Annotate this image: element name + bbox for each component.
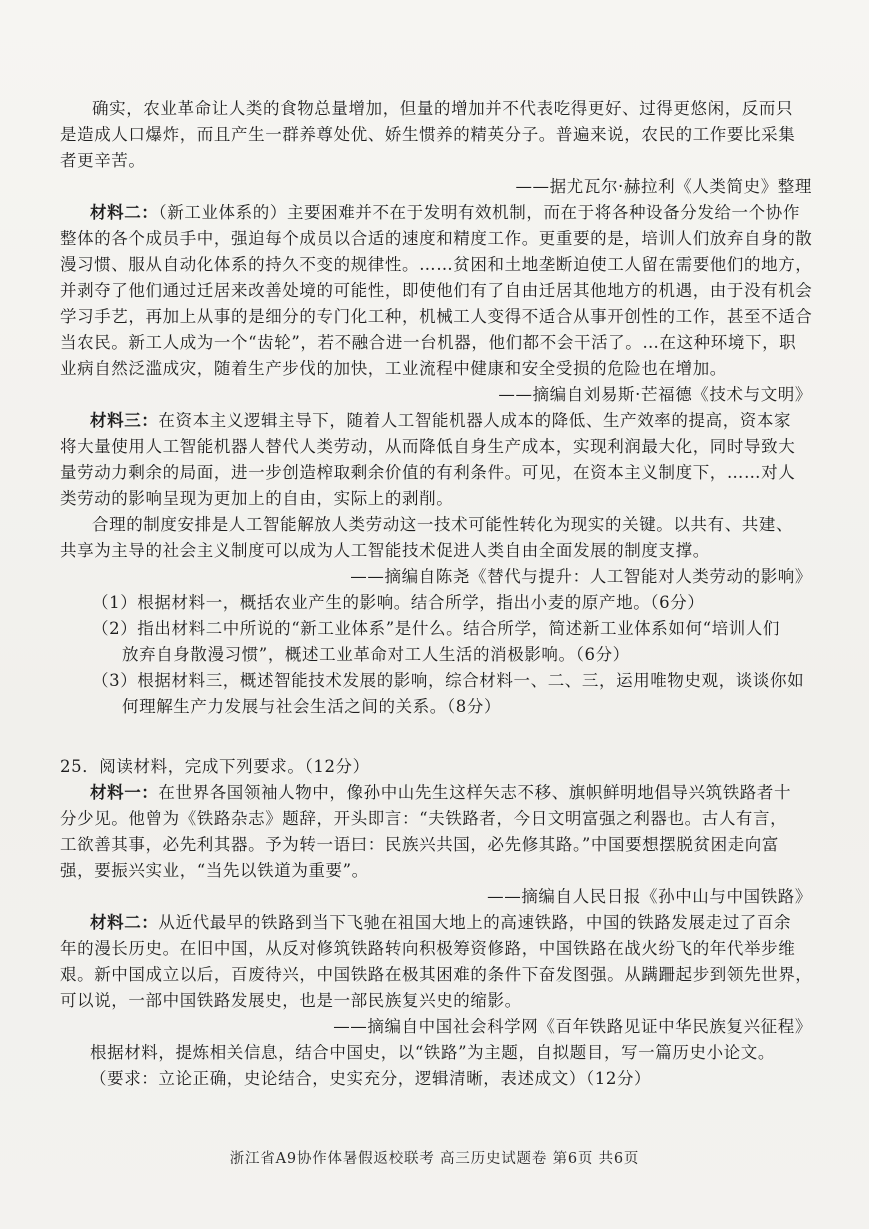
q25-material2-source: ——摘编自中国社会科学网《百年铁路见证中华民族复兴征程》: [333, 1017, 812, 1036]
question-25-heading: 25．阅读材料，完成下列要求。（12分）: [60, 757, 370, 776]
material3-line-3: 量劳动力剩余的局面，进一步创造榨取剩余价值的有利条件。可见，在资本主义制度下，……对人: [60, 463, 796, 482]
material3-para2-line-1: 合理的制度安排是人工智能解放人类劳动这一技术可能性转化为现实的关键。以共有、共建、: [92, 515, 794, 534]
material3-source: ——摘编自陈尧《替代与提升：人工智能对人类劳动的影响》: [350, 567, 812, 586]
page-footer: 浙江省A9协作体暑假返校联考 高三历史试题卷 第6页 共6页: [229, 1151, 640, 1167]
q25-material2-line-3: 艰。新中国成立以后，百废待兴，中国铁路在极其困难的条件下奋发图强。从蹒跚起步到领先世界，: [60, 965, 812, 984]
material3-line-1: [90, 409, 812, 433]
question-24-1: （1）根据材料一，概括农业产生的影响。结合所学，指出小麦的原产地。（6分）: [92, 593, 705, 612]
q25-material2-line-2: 年的漫长历史。在旧中国，从反对修筑铁路转向积极筹资修路，中国铁路在战火纷飞的年代举步维: [60, 939, 796, 958]
material3-line-2: 将大量使用人工智能机器人替代人类劳动，从而降低自身生产成本，实现利润最大化，同时导致大: [60, 437, 796, 456]
q25-task-line-1: 根据材料，提炼相关信息，结合中国史，以“铁路”为主题，自拟题目，写一篇历史小论文。: [90, 1043, 775, 1062]
material1-source: ——据尤瓦尔·赫拉利《人类简史》整理: [515, 177, 812, 196]
material3-text-1: 在资本主义逻辑主导下，随着人工智能机器人成本的降低、生产效率的提高，资本家: [158, 411, 792, 430]
q25-material1-line-4: 强，要振兴实业，“当先以铁道为重要”。: [60, 861, 369, 880]
material3-label: 材料三：: [90, 411, 159, 430]
q25-material1-source: ——摘编自人民日报《孙中山与中国铁路》: [487, 887, 812, 906]
question-24-3: （3）根据材料三，概述智能技术发展的影响，综合材料一、二、三，运用唯物史观，谈谈你如: [92, 671, 805, 690]
material2-source: ——摘编自刘易斯·芒福德《技术与文明》: [498, 385, 812, 404]
material2-line-1: [90, 201, 812, 225]
material3-para2-line-2: 共享为主导的社会主义制度可以成为人工智能技术促进人类自由全面发展的制度支撑。: [60, 541, 710, 560]
material1-line-2: 是造成人口爆炸，而且产生一群养尊处优、娇生惯养的精英分子。普遍来说，农民的工作要比采集: [60, 125, 796, 144]
question-24-2: （2）指出材料二中所说的“新工业体系”是什么。结合所学，简述新工业体系如何“培训人们: [92, 619, 781, 638]
q25-material2-label: 材料二：: [90, 913, 159, 932]
q25-material1-line-1: [90, 781, 812, 805]
material3-line-4: 类劳动的影响呈现为更加上的自由，实际上的剥削。: [60, 489, 454, 508]
material2-line-7: 业病自然泛滥成灾，随着生产步伐的加快，工业流程中健康和安全受损的危险也在增加。: [60, 359, 727, 378]
material2-line-5: 学习手艺，再加上从事的是细分的专门化工种，机械工人变得不适合从事开创性的工作，甚至不适合: [60, 307, 812, 326]
q25-material1-line-2: 分少见。他曾为《铁路杂志》题辞，开头即言：“夫铁路者，今日文明富强之利器也。古人有言，: [60, 809, 788, 828]
material2-line-3: 漫习惯、服从自动化体系的持久不变的规律性。……贫困和土地垄断迫使工人留在需要他们的地方，: [60, 255, 812, 274]
q25-material1-line-3: 工欲善其事，必先利其器。予为转一语曰：民族兴共国，必先修其路。”中国要想摆脱贫困走向富: [60, 835, 779, 854]
q25-task-line-2: （要求：立论正确，史论结合，史实充分，逻辑清晰，表述成文）（12分）: [90, 1069, 652, 1088]
q25-material1-label: 材料一：: [90, 783, 159, 802]
material2-line-6: 当农民。新工人成为一个“齿轮”，若不融合进一台机器，他们都不会干活了。…在这种环境下，职: [60, 333, 797, 352]
q25-material1-text-1: 在世界各国领袖人物中，像孙中山先生这样矢志不移、旗帜鲜明地倡导兴筑铁路者十: [158, 783, 792, 802]
question-24-2-cont: 放弃自身散漫习惯”，概述工业革命对工人生活的消极影响。（6分）: [122, 645, 630, 664]
material1-line-3: 者更辛苦。: [60, 151, 146, 170]
q25-material2-text-1: 从近代最早的铁路到当下飞驰在祖国大地上的高速铁路，中国的铁路发展走过了百余: [158, 913, 792, 932]
question-24-3-cont: 何理解生产力发展与社会生活之间的关系。（8分）: [122, 697, 502, 716]
q25-material2-line-4: 可以说，一部中国铁路发展史，也是一部民族复兴史的缩影。: [60, 991, 522, 1010]
material2-line-4: 并剥夺了他们通过迁居来改善处境的可能性，即使他们有了自由迁居其他地方的机遇，由于没有机会: [60, 281, 812, 300]
material2-line-2: 整体的各个成员手中，强迫每个成员以合适的速度和精度工作。更重要的是，培训人们放弃自身的散: [60, 229, 812, 248]
material2-text-1: （新工业体系的）主要困难并不在于发明有效机制，而在于将各种设备分发给一个协作: [158, 203, 800, 222]
material1-line-1: 确实，农业革命让人类的食物总量增加，但量的增加并不代表吃得更好、过得更悠闲，反而只: [92, 99, 794, 118]
material2-label: 材料二：: [90, 203, 159, 222]
q25-material2-line-1: [90, 911, 812, 935]
